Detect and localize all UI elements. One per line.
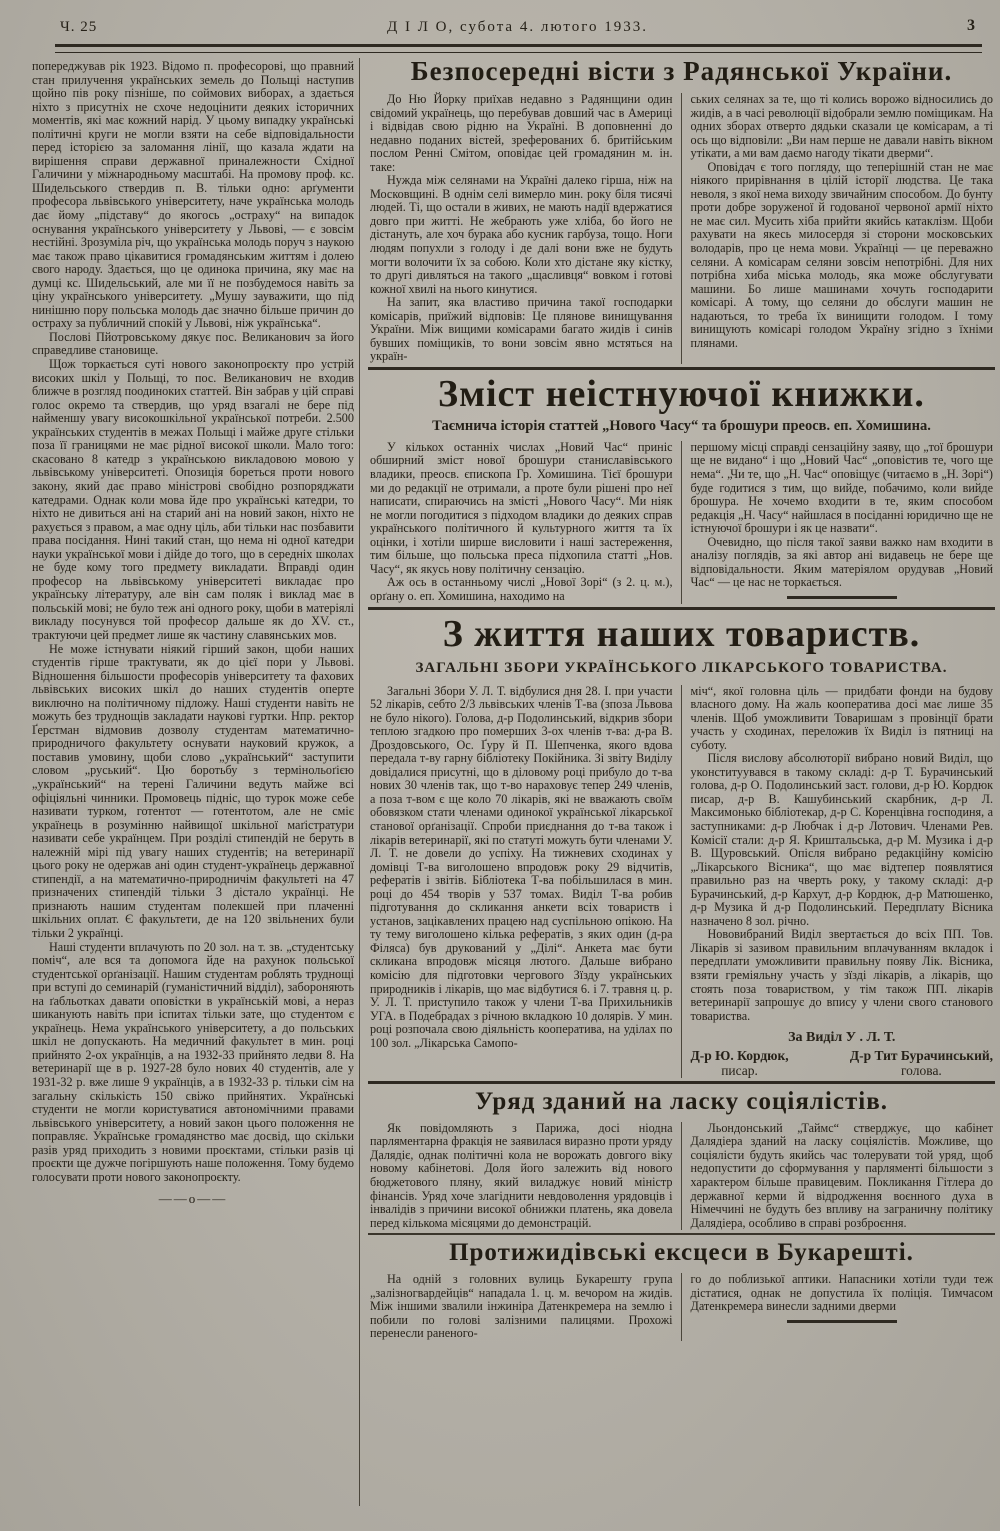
article-column bbox=[368, 1273, 681, 1341]
signature-row bbox=[691, 1049, 994, 1078]
article-column bbox=[681, 685, 996, 1078]
signature-chairman bbox=[850, 1049, 993, 1078]
paragraph: ських селянах за те, що ті колись ворожо відносились до жидів, а в часі революції відобрали землю поміщикам. На одних зборах отверто дядьки сказали це комісарам, а ті ось що відповіли: „Ви нам перше не давали навіть вікном утікати, а ми вам даємо нагоду тікати дверми“. bbox=[690, 92, 993, 161]
paragraph: Нужда між селянами на Україні далеко гірша, ніж на Московщині. В однім селі вимерло мин. року біля тисячі людей. Ті, що остали в живих, не мають надії вдержатися довго при житті. Не жебрають уже хліба, бо його не дістануть, але хоч бурака або кусник гарбуза, тощо. Ноги людям попухли з голоду і де далі вони вже не будуть могти волочити їх за собою. Коли хто дістане яку кістку, то другі дивляться на такого „щасливця“ вовком і готові кожної хвилі на нього кинутися. bbox=[370, 173, 673, 296]
signature-name: Д-р Тит Бурачинський, bbox=[849, 1047, 993, 1063]
section-rule bbox=[368, 1081, 995, 1084]
paragraph: У кількох останніх числах „Новий Час“ приніс обширний зміст нової брошури станиславівського владики, преосв. єпископа Гр. Хомишина. Тієї брошури ми до редакції не отримали, а проте були рішені про неї написати, спираючись на змісті „Нового Часу“. Ми ніяк не могли погодитися з підходом владики до деяких справ українського політичного й культурного життя та їх оцінки, і хотіли ширше висловити і наші застереження, тим більше, що польська преса підхопила статті „Нов. Часу“, як якусь нову політичну сензацію. bbox=[370, 439, 673, 576]
article-end-rule bbox=[787, 1320, 897, 1323]
section-rule bbox=[368, 607, 995, 610]
paragraph: Льондонський „Таймс“ стверджує, що кабінет Далядіера зданий на ласку соціялістів. Можливе, що соціялісти будуть якийсь час толерувати той уряд, щоб недопустити до сформування у парляменті більшости з характером більше правицевим. Покликання Гітлера до державної керми й відродження воєнного духа в Німеччині не будуть без впливу на заграничну політику Далядіера, особливо в справі розброєння. bbox=[690, 1120, 993, 1230]
article-end-rule bbox=[787, 596, 897, 599]
paragraph: До Ню Йорку приїхав недавно з Радянщини один свідомий українець, що перебував довший час в Америці і відвідав свою рідню на Україні. В доповненні до недавно поданих вістей, зреферованих б. бритійським послом Ренні Смітом, оповідає цей громадянин м. ін. таке: bbox=[370, 92, 673, 174]
paragraph: Наші студенти вплачують по 20 зол. на т. зв. „студентську поміч“, але вся та допомога йде на рахунок польської студентської орґанізації. Нашим студентам роблять труднощі при вступі до семинарій (гуманістичний відділ), забороняють на ґабльотках давати оповістки в українській мові, а нераз шиканують навіть при іспитах тільки зате, що студентом є українець. Нема українського університету, а до польських шкіл не допускають. На медичний факультет в мин. році прийнято 2-ох українців, а на 1932-33 прийнято ледви 8. На ветеринарії ще в р. 1927-28 було нових 40 студентів, але у 1931-32 р. вже лише 9 українців, а в 1932-33 р. тільки сім на загальну скількість 150 свіжо прийнятих. Українські студенти не могли користуватися автономічними правами львівського університету, а новий закон цього положення не поправляє. Українське громадянство має досвід, що скільки разів уряд приходить з новими проєктами, стільки разів ці проєкти ще дужче погіршують наше положення. Тому будемо голосувати проти нового законопроєкту. bbox=[32, 939, 354, 1184]
article-column bbox=[681, 1273, 996, 1341]
header-rule bbox=[55, 44, 982, 53]
page-number: 3 bbox=[967, 17, 975, 34]
section-rule bbox=[368, 367, 995, 370]
signature-name: Д-р Ю. Кордюк, bbox=[690, 1047, 789, 1063]
article-column bbox=[368, 1122, 681, 1230]
article-government bbox=[368, 1088, 995, 1230]
column-divider-main bbox=[359, 58, 360, 1506]
headline: З життя наших товариств. bbox=[442, 612, 921, 655]
signature-secretary bbox=[691, 1049, 789, 1078]
article-soviet-news bbox=[368, 56, 995, 364]
article-column bbox=[368, 685, 681, 1078]
signoff: За Виділ У . Л. Т. bbox=[788, 1030, 896, 1046]
subheadline: ЗАГАЛЬНІ ЗБОРИ УКРАЇНСЬКОГО ЛІКАРСЬКОГО ТОВАРИСТВА. bbox=[415, 659, 948, 676]
article-column bbox=[368, 93, 681, 364]
paragraph: Послові Пйотровському дякує пос. Великанович за його справедливе становище. bbox=[32, 329, 354, 358]
paragraph: Нововибраний Виділ звертається до всіх ПП. Тов. Лікарів зі зазивом правильним вплачуванням вкладок і передплати уможливити правильну появу Лік. Вісника, взяти греміяльну участь у зїзді лікарів, а лікарів, що стоять поза товариством, у тім також ПП. лікарів ветеринарії запрошує до впису у члени свого станового товариства. bbox=[690, 927, 993, 1023]
paragraph: міч“, якої головна ціль — придбати фонди на будову власного дому. На жаль кооператива досі має лише 35 членів. Щоб уможливити Товаришам з провінції брати участь у сходинах, переложив їх Виділ із пятниці на суботу. bbox=[690, 683, 993, 752]
article-column bbox=[681, 1122, 996, 1230]
paragraph: Після вислову абсолюторії вибрано новий Виділ, що уконституувався в такому складі: д-р Т. Бурачинський голова, д-р О. Подолинський заст. голови, д-р Ю. Кордюк писар, д-р В. Кашубинський скарбник, д-р Л. Максимонько бібліотекар, д-р С. Коренцівна господиня, а заступниками: д-р Любчак і д-р Лотович. Членами Рев. Комісії стали: д-р Я. Криштальська, д-р М. Музика і д-р В. Щуровський. Опісля вибрано редакційну комісію „Лікарського Вісника“, що має відтепер появлятися правильно раз на чверть року, у такому складі: д-р Бурачинський, д-р Кархут, д-р Кордюк, д-р Матюшенко, д-р Музика й д-р Подолинський. Передплату Вісника назначено 8 зол. річно. bbox=[690, 751, 993, 928]
paragraph: Оповідач є того погляду, що теперішній стан не має ніякого прирівнання в цілій історії людства. Це така неволя, з якої нема виходу звичайним способом. До бунту проти добре зоруженої й годованої червоної армії ніхто не має сил. Мусить хіба прийти якийсь катаклізм. Щоби рахувати на якесь милосердя зі сторони московських володарів, про це нема мови. Українці — це переважно селяни. А комісарам селяни зовсім непотрібні. Для них потрібна хиба міська молодь, яка може обслугувати машини. Бо лише машинами хочуть господарити комісарі. А тому, що селяни до обслуги машин не надаються, то треба їх винищити голодом. І тому винищують комісарі голодом Україну згідно з їхніми плянами. bbox=[690, 159, 993, 350]
page-header bbox=[55, 16, 980, 42]
article-column bbox=[681, 441, 996, 604]
paragraph: попереджував рік 1923. Відомо п. професорові, що правний стан прилучення українських земель до Польщі наступив щойно пів року пізніше, по соймових виборах, а здається ніхто з присутніх не схоче недоцінити деяких історичних моментів, які має кожний нарід. У цьому випадку українські політичні круги не могли взяти на себе відповідальности перед історією за заломання лінії, що казала ждати на вирішення справи державної приналежности Східної Галичини у міжнародньому масштабі. На промову проф. кс. Шидельського ствердив п. В. тільки одно: арґументи професора львівського університету, наче українська молодь дає йому „підставу“ до якогось „остраху“ на випадок оснування українського університету у Львові, — є зовсім нестійні. Зрозуміла річ, що українська молодь поруч з наукою має також право цікавитися громадянським життям і долею свого народу. Здається, що це одинока причина, яку має на думці кс. Шидельський, але ми її не позбудемося навіть за ціну українського університету. „Мушу зауважити, що під нинішню пору польська молодь дає значно більше причин до остраху за публичний спокій у Львові, ніж українська“. bbox=[32, 59, 354, 331]
article-nonexistent-book bbox=[368, 372, 995, 604]
headline: Безпосередні вісти з Радянської України. bbox=[410, 56, 953, 86]
paragraph: го до поблизької аптики. Напасники хотіли туди теж дістатися, однак не допустила їх поліція. Тимчасом Датенкремера винесли задними дверми bbox=[690, 1272, 993, 1314]
subheadline: Таємнича історія статтей „Нового Часу“ та брошури преосв. еп. Хомишина. bbox=[432, 417, 931, 434]
signature-role: голова. bbox=[900, 1063, 942, 1079]
article-column bbox=[368, 441, 681, 604]
article-bucharest bbox=[368, 1239, 995, 1341]
paragraph: Аж ось в останньому числі „Нової Зорі“ (з 2. ц. м.), орґану о. еп. Хомишина, находимо на bbox=[370, 575, 673, 603]
paragraph: Очевидно, що після такої заяви важко нам входити в аналізу поглядів, за які автор ані видавець не бере ще відповідальности. Яким матеріялом орудував „Новий Час“ — це нас не торкається. bbox=[690, 534, 993, 590]
paragraph: На одній з головних вулиць Букарешту група „залізногвардейців“ нападала 1. ц. м. вечором на жидів. Між іншими звалили інжиніра Датенкремера на землю і побили по голові залізними палицями. Прохожі перенесли раненого- bbox=[370, 1272, 673, 1341]
article-societies bbox=[368, 612, 995, 1078]
right-region bbox=[368, 54, 995, 1341]
paragraph: На запит, яка властиво причина такої господарки комісарів, приїжий відповів: Це плянове винищування України. Між вищими комісарами багато жидів і синів бувших поміщиків, то вони зовсім явно мстяться на україн- bbox=[370, 295, 673, 364]
headline: Уряд зданий на ласку соціялістів. bbox=[475, 1087, 888, 1115]
masthead: Д І Л О, субота 4. лютого 1933. bbox=[387, 19, 648, 35]
headline: Зміст неістнуючої книжки. bbox=[438, 372, 925, 415]
paragraph: Як повідомляють з Парижа, досі ніодна парляментарна фракція не заявилася виразно проти уряду Далядіє, однак політичні кола не ворожать довгого віку новому кабінетові. Доля його залежить від нового бюджетового пляну, який виладжує новий міністр фінансів. Уряд хоче злагіднити невдоволення урядовців і інвалідів з причини високої обнижки платень, яка довела перед кількома місяцями до демонстрацій. bbox=[370, 1120, 673, 1230]
paragraph: Щож торкається суті нового законопроєкту про устрій високих шкіл у Польщі, то пос. Великанович не входив ближче в розгляд поодиноких статтей. Він забрав у цій справі голос окремо та ствердив, що уряд взагалі не бере під найменшу увагу високошкільної української потреби. 2.500 українських студентів в межах Польщі і майже друге стільки поза її границями не має рідної високої школи. Мало того: скасовано 8 катедр з українською викладовою мовою у львівському університеті. Опозиція бореться проти нового закону, який дає право міністрові свобідно розпоряджати катедрами. Однак коли мова йде про українські катедри, то ніхто не дивиться ані на старий ані на новий закон, ніхто не рахується з правом, а має одну ціль, аби тільки нас позбавити права посідання. Нині такий стан, що нема ні одної катедри науки української мови і дійде до того, що в середніх школах не буде кому того предмету викладати. Вправді один професор на львівському університеті викладає про українську літературу, але він сам поляк і виклад має в польській мові; не було теж ані одного року, щоби в матеріялі викладу посунувся той професор дальше як до XV. ст., трактуючи цей предмет лише як частину славянських мов. bbox=[32, 357, 354, 642]
section-rule bbox=[368, 1233, 995, 1235]
signature-role: писар. bbox=[721, 1063, 758, 1079]
left-article bbox=[32, 60, 354, 1206]
issue-number: Ч. 25 bbox=[60, 19, 98, 35]
paragraph: Загальні Збори У. Л. Т. відбулися дня 28. І. при участи 52 лікарів, себто 2/3 львівських членів Т-ва (зпоза Львова не було нікого). Голова, д-р Подолинський, відкрив збори теплою згадкою про померших 3-ох членів т-ва: д-ра В. Дроздовського, Ос. Ґуру й П. Шепченка, якого вдова передала т-ву гарну бібліотеку Покійника. Зі звіту Виділу довідалися присутні, що в діловому році прибуло до т-ва нових 30 членів так, що т-во нараховує тепер 249 членів, а поза т-вом є ще коло 70 лікарів, які не вважають своїм обовязком стати членами одинокої української лікарської станової орґанізації. Спроби приєднання до т-ва також і лікарів ветеринарії, які по статуті можуть бути членами У. Л. Т. не довели до успіху. На тижневих сходинах у домівці Т-ва виголошено впродовж року 29 відчитів, рефератів і звітів. Бібліотека Т-ва побільшилася в мин. році до 454 творів у 537 томах. Виділ Т-ва робив підготування до скликання анкети всіх товариств і установ, зацікавлених працею над суспільною опікою. На ту тему виголошено кілька рефератів, з яких один (д-ра Філяса) був друкований у „Ділі“. Анкета має бути скликана впродовж місяця лютого. Дальше вибрано комісію для підготовки чергового Зїзду українських природників і лікарів, що має відбутися 6. і 7. травня ц. р. У. Л. Т. приступило також у члени Т-ва Прихильників УГА. в Подебрадах з річною вкладкою 10 долярів. У мин. році розпочала свою діяльність кооператива, на уділах по 100 зол. „Лікарська Самопо- bbox=[370, 683, 673, 1050]
article-column bbox=[681, 93, 996, 364]
paragraph: першому місці справді сензаційну заяву, що „тої брошури ще не видано“ і що „Новий Час“ „оповістив те, чого ще нема“. „Чи те, що „Н. Час“ оповіщує (читаємо в „Н. Зорі“) буде годитися з тим, що вийде, побачимо, коли вийде брошура. Не хочемо входити в те, яким способом редакція „Н. Часу“ найшлася в посіданні юридично ще не істнуючої брошури і як це назвати“. bbox=[690, 439, 993, 536]
article-end-mark: ——о—— bbox=[158, 1191, 228, 1207]
headline: Протижидівські ексцеси в Букарешті. bbox=[449, 1239, 914, 1267]
paragraph: Не може істнувати ніякий гірший закон, щоби наших студентів гірше трактувати, як до цієї пори у Львові. Відношення більшости професорів університету та фахових львівських високих шкіл до наших студентів оперте виключно на політичному підложу. Наші студенти навіть не можуть без труднощів закладати наукові гуртки. Нпр. ректор Ґерстман відмовив дозволу студентам математично-природничого факультету оснувати науковий кружок, а поставив умовину, щоби слово „український“ заступити словом „руський“. Цю боротьбу з термінольоґією „український“ на терені Галичини ведуть майже всі офіціяльні чинники. Промовець підніс, що турок може себе називати турком, готентот — готентотом, але не сміє українець в розумінню найвищої шкільної маґістратури називати себе українцем. При розділі стипендій не беруть в належній мірі під увагу наших студентів; на ветеринарії цього року не одержав ані один студент-українець державної стипендії, а на математично-природничім факультеті на 47 призначених стипендій тільки 3 дістало українці. Не признають нашим студентам полекшей при плаченні шкільних оплат. Є факультети, де на 120 звільнених були тільки 2 українці. bbox=[32, 641, 354, 940]
